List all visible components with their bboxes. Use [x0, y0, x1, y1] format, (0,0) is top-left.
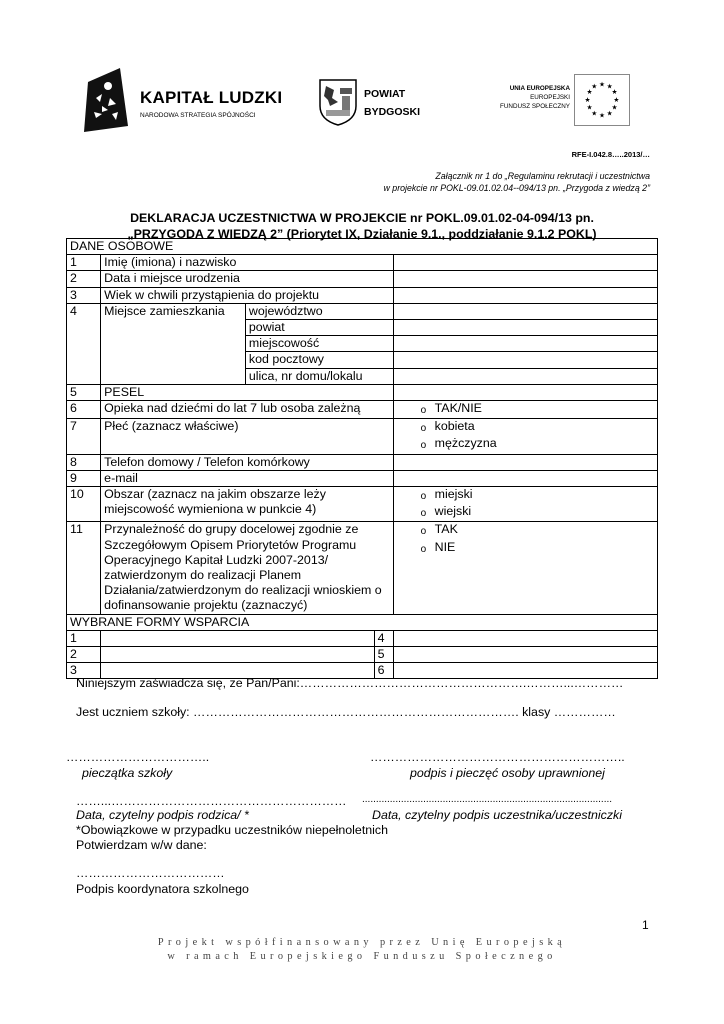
area-option-rural[interactable] — [397, 504, 654, 521]
coordinator-signature-label: Podpis koordynatora szkolnego — [76, 882, 249, 896]
email-field[interactable] — [393, 470, 657, 486]
care-options — [393, 401, 657, 419]
row-number: 1 — [67, 255, 101, 271]
town-field[interactable] — [393, 336, 657, 352]
residence-sub-label: kod pocztowy — [245, 352, 393, 368]
row-label: Telefon domowy / Telefon komórkowy — [101, 454, 393, 470]
powiat-coat-of-arms-icon — [318, 78, 358, 126]
row-label: Przynależność do grupy docelowej zgodnie ze Szczegółowym Opisem Priorytetów Programu Operacyjnego Kapitał Ludzki 2007-2013/ zatwierdzonym do realizacji Planem Działania/zatwierdzonym do realizacji wnioskiem o dofinansowanie projektu (zaznaczyć) — [101, 522, 393, 614]
page-number: 1 — [642, 918, 649, 932]
parent-sign-dots: ……...………………………………………………… — [76, 794, 347, 808]
powiat-line1: POWIAT — [364, 88, 406, 100]
svg-text:★: ★ — [586, 88, 593, 97]
residence-sub-label: powiat — [245, 320, 393, 336]
option-circle-icon: o — [420, 405, 427, 417]
svg-text:★: ★ — [598, 111, 606, 120]
voivodeship-field[interactable] — [393, 303, 657, 319]
option-label: TAK — [434, 522, 458, 537]
option-circle-icon: o — [420, 423, 427, 435]
row-label: Imię (imiona) i nazwisko — [101, 255, 393, 271]
eu-logo — [466, 74, 630, 128]
row-number: 11 — [67, 522, 101, 614]
support-number: 4 — [374, 631, 393, 646]
name-field[interactable] — [393, 255, 657, 271]
support-field-pair — [101, 647, 393, 663]
phone-field[interactable] — [393, 454, 657, 470]
support-field[interactable] — [393, 647, 657, 663]
postcode-field[interactable] — [393, 352, 657, 368]
row-label: Wiek w chwili przystąpienia do projektu — [101, 287, 393, 303]
support-number: 2 — [67, 647, 101, 663]
option-label: kobieta — [434, 419, 475, 434]
coordinator-sign-dots: ……………………………… — [76, 866, 225, 880]
row-age — [67, 287, 658, 303]
powiat-text — [364, 86, 420, 122]
row-number: 6 — [67, 401, 101, 419]
svg-text:★: ★ — [591, 82, 598, 91]
confirm-label: Potwierdzam w/w dane: — [76, 838, 207, 852]
row-number: 7 — [67, 419, 101, 454]
row-birth — [67, 271, 658, 287]
school-stamp-label: pieczątka szkoły — [82, 766, 173, 780]
age-field[interactable] — [393, 287, 657, 303]
support-field[interactable] — [393, 630, 657, 646]
target-group-options — [393, 522, 657, 614]
row-number: 3 — [67, 287, 101, 303]
participant-sign-dots: .......................................................................................... — [362, 794, 613, 805]
kapital-ludzki-title: KAPITAŁ LUDZKI — [140, 88, 283, 107]
street-field[interactable] — [393, 368, 657, 384]
row-gender — [67, 419, 658, 454]
annex-note — [384, 171, 651, 195]
support-number: 1 — [67, 630, 101, 646]
gender-option-male[interactable] — [397, 436, 654, 453]
stamp-dots: …………………………….. — [66, 750, 210, 764]
row-number: 2 — [67, 271, 101, 287]
care-option[interactable] — [397, 401, 654, 418]
eu-flag-icon — [574, 74, 630, 126]
obligatory-note: *Obowiązkowe w przypadku uczestników niepełnoletnich — [76, 823, 388, 837]
svg-text:★: ★ — [598, 80, 606, 89]
svg-text:★: ★ — [606, 82, 613, 91]
kapital-ludzki-subtitle: NARODOWA STRATEGIA SPÓJNOŚCI — [140, 112, 256, 119]
row-email — [67, 470, 658, 486]
target-option-yes[interactable] — [397, 522, 654, 539]
signature-dots: …………………………………………………….. — [370, 750, 625, 764]
parent-signature-label: Data, czytelny podpis rodzica/ * — [76, 808, 249, 822]
row-label: Obszar (zaznacz na jakim obszarze leży miejscowość wymieniona w punkcie 4) — [101, 487, 393, 522]
svg-text:★: ★ — [606, 109, 613, 118]
option-label: wiejski — [434, 504, 472, 519]
row-name — [67, 255, 658, 271]
option-circle-icon: o — [420, 508, 427, 520]
powiat-bydgoski-logo — [318, 78, 438, 126]
residence-sub-label: ulica, nr domu/lokalu — [245, 368, 393, 384]
support-field-pair — [101, 630, 393, 646]
row-label: Data i miejsce urodzenia — [101, 271, 393, 287]
residence-sub-label: miejscowość — [245, 336, 393, 352]
option-circle-icon: o — [420, 491, 427, 503]
birth-field[interactable] — [393, 271, 657, 287]
svg-text:★: ★ — [584, 95, 591, 104]
support-field[interactable] — [101, 647, 373, 662]
option-label: NIE — [434, 539, 456, 554]
row-label: PESEL — [101, 384, 393, 400]
county-field[interactable] — [393, 320, 657, 336]
kapital-ludzki-logo — [82, 68, 282, 134]
row-label: Opieka nad dziećmi do lat 7 lub osoba zależną — [101, 401, 393, 419]
eu-line3: FUNDUSZ SPOŁECZNY — [500, 103, 570, 111]
title-line2: „PRZYGODA Z WIEDZĄ 2” (Priorytet IX, Działanie 9.1., poddziałanie 9.1.2 POKL) — [127, 227, 597, 242]
support-row — [67, 630, 658, 646]
authorized-signature-label: podpis i pieczęć osoby uprawnionej — [410, 766, 605, 780]
row-care — [67, 401, 658, 419]
title-line1: DEKLARACJA UCZESTNICTWA W PROJEKCIE nr POKL.09.01.02-04-094/13 pn. — [130, 211, 594, 225]
support-row — [67, 647, 658, 663]
row-residence — [67, 303, 658, 319]
row-number: 8 — [67, 454, 101, 470]
annex-line2: w projekcie nr POKL-09.01.02.04--094/13 pn. „Przygoda z wiedzą 2” — [383, 182, 650, 193]
section-support-label: WYBRANE FORMY WSPARCIA — [67, 614, 658, 630]
svg-text:★: ★ — [611, 88, 618, 97]
area-option-urban[interactable] — [397, 487, 654, 504]
option-label: mężczyzna — [434, 436, 497, 451]
option-label: miejski — [434, 487, 473, 502]
row-label: Miejsce zamieszkania — [101, 303, 246, 384]
row-number: 10 — [67, 487, 101, 522]
support-field[interactable] — [101, 631, 373, 646]
row-number: 5 — [67, 384, 101, 400]
option-circle-icon: o — [420, 526, 427, 538]
option-circle-icon: o — [420, 543, 427, 555]
gender-options — [393, 419, 657, 454]
target-option-no[interactable] — [397, 540, 654, 557]
support-number: 6 — [374, 663, 393, 678]
declaration-table — [66, 238, 658, 679]
row-target-group — [67, 522, 658, 614]
row-label: e-mail — [101, 470, 393, 486]
section-support-forms — [67, 614, 658, 630]
row-area — [67, 487, 658, 522]
support-number: 3 — [67, 663, 101, 679]
school-line: Jest uczniem szkoły: ……………………………………………………………………. klasy …………… — [76, 705, 616, 719]
annex-line1: Załącznik nr 1 do „Regulaminu rekrutacji i uczestnictwa — [435, 171, 650, 181]
section-personal-label: DANE OSOBOWE — [67, 239, 658, 255]
participant-signature-label: Data, czytelny podpis uczestnika/uczestniczki — [372, 808, 622, 822]
residence-sub-label: województwo — [245, 303, 393, 319]
row-number: 9 — [67, 470, 101, 486]
row-number: 4 — [67, 303, 101, 384]
care-option-label: TAK/NIE — [434, 401, 482, 416]
footer-line1: Projekt współfinansowany przez Unię Europejską — [157, 937, 567, 948]
eu-line1: UNIA EUROPEJSKA — [509, 85, 570, 92]
row-pesel — [67, 384, 658, 400]
eu-line2: EUROPEJSKI — [530, 94, 570, 102]
area-options — [393, 487, 657, 522]
pesel-field[interactable] — [393, 384, 657, 400]
svg-text:★: ★ — [586, 103, 593, 112]
svg-text:★: ★ — [613, 95, 620, 104]
svg-text:★: ★ — [611, 103, 618, 112]
reference-number: RFE-I.042.8…..2013/… — [571, 150, 650, 159]
powiat-line2: BYDGOSKI — [364, 105, 421, 118]
support-number: 5 — [374, 647, 393, 662]
kapital-ludzki-emblem-icon — [82, 68, 138, 134]
certify-line: Niniejszym zaświadcza się, że Pan/Pani:……………………………………………….………...………… — [76, 676, 624, 690]
option-circle-icon: o — [420, 440, 427, 452]
svg-text:★: ★ — [591, 109, 598, 118]
gender-option-female[interactable] — [397, 419, 654, 436]
row-label: Płeć (zaznacz właściwe) — [101, 419, 393, 454]
row-phone — [67, 454, 658, 470]
eu-text — [500, 84, 570, 111]
section-personal-data — [67, 239, 658, 255]
footer-line2: w ramach Europejskiego Funduszu Społecznego — [167, 951, 557, 962]
